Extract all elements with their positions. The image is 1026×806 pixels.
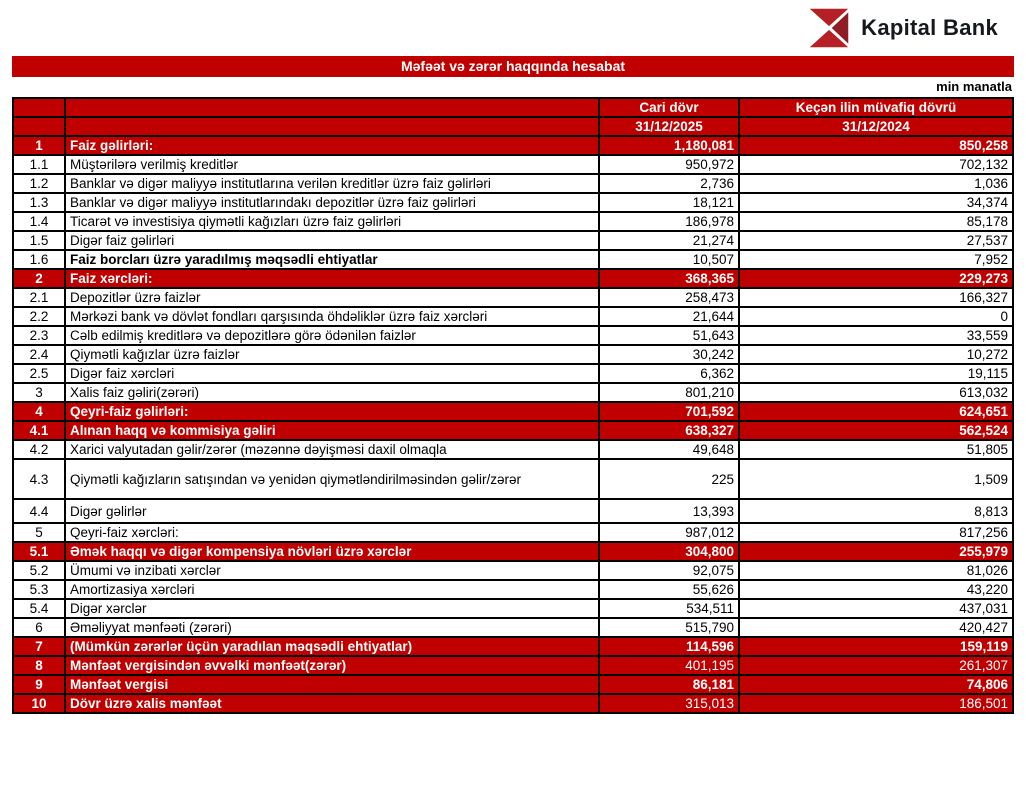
table-row xyxy=(13,542,1013,561)
row-number-cell: 2.3 xyxy=(13,326,65,345)
table-row xyxy=(13,326,1013,345)
row-label-cell: (Mümkün zərərlər üçün yaradılan məqsədli ehtiyatlar) xyxy=(65,637,599,656)
row-label-cell: Alınan haqq və kommisiya gəliri xyxy=(65,421,599,440)
row-label-cell: Xarici valyutadan gəlir/zərər (məzənnə dəyişməsi daxil olmaqla xyxy=(65,440,599,459)
row-current-value-cell: 258,473 xyxy=(599,288,739,307)
row-number-cell: 4.3 xyxy=(13,459,65,499)
row-previous-value-cell: 420,427 xyxy=(739,618,1013,637)
header-previous-period: Keçən ilin müvafiq dövrü xyxy=(739,98,1013,117)
row-label-cell: Faiz borcları üzrə yaradılmış məqsədli ehtiyatlar xyxy=(65,250,599,269)
row-number-cell: 1.2 xyxy=(13,174,65,193)
row-previous-value-cell: 817,256 xyxy=(739,523,1013,542)
row-label-cell: Ümumi və inzibati xərclər xyxy=(65,561,599,580)
row-number-cell: 5.3 xyxy=(13,580,65,599)
table-row xyxy=(13,440,1013,459)
row-previous-value-cell: 437,031 xyxy=(739,599,1013,618)
row-previous-value-cell: 702,132 xyxy=(739,155,1013,174)
table-row xyxy=(13,599,1013,618)
row-label-cell: Qiymətli kağızlar üzrə faizlər xyxy=(65,345,599,364)
row-number-cell: 9 xyxy=(13,675,65,694)
row-label-cell: Banklar və digər maliyyə institutlarına verilən kreditlər üzrə faiz gəlirləri xyxy=(65,174,599,193)
row-previous-value-cell: 10,272 xyxy=(739,345,1013,364)
row-label-cell: Digər faiz xərcləri xyxy=(65,364,599,383)
header-empty-num-2 xyxy=(13,117,65,136)
row-current-value-cell: 368,365 xyxy=(599,269,739,288)
row-label-cell: Əmək haqqı və digər kompensiya növləri üzrə xərclər xyxy=(65,542,599,561)
row-current-value-cell: 1,180,081 xyxy=(599,136,739,155)
row-current-value-cell: 114,596 xyxy=(599,637,739,656)
row-label-cell: Cəlb edilmiş kreditlərə və depozitlərə görə ödənilən faizlər xyxy=(65,326,599,345)
row-number-cell: 4.4 xyxy=(13,499,65,523)
table-row xyxy=(13,618,1013,637)
row-number-cell: 1.1 xyxy=(13,155,65,174)
row-current-value-cell: 86,181 xyxy=(599,675,739,694)
row-label-cell: Ticarət və investisiya qiymətli kağızları üzrə faiz gəlirləri xyxy=(65,212,599,231)
table-row xyxy=(13,694,1013,713)
row-previous-value-cell: 166,327 xyxy=(739,288,1013,307)
row-previous-value-cell: 1,509 xyxy=(739,459,1013,499)
row-label-cell: Qeyri-faiz xərcləri: xyxy=(65,523,599,542)
table-row xyxy=(13,656,1013,675)
row-previous-value-cell: 19,115 xyxy=(739,364,1013,383)
profit-loss-table xyxy=(12,97,1014,714)
kapital-bank-logo xyxy=(807,6,998,50)
row-previous-value-cell: 81,026 xyxy=(739,561,1013,580)
row-number-cell: 1.3 xyxy=(13,193,65,212)
row-previous-value-cell: 85,178 xyxy=(739,212,1013,231)
row-previous-value-cell: 74,806 xyxy=(739,675,1013,694)
row-number-cell: 6 xyxy=(13,618,65,637)
table-row xyxy=(13,523,1013,542)
row-current-value-cell: 92,075 xyxy=(599,561,739,580)
header-empty-num xyxy=(13,98,65,117)
table-row xyxy=(13,155,1013,174)
row-current-value-cell: 987,012 xyxy=(599,523,739,542)
header-previous-date: 31/12/2024 xyxy=(739,117,1013,136)
row-label-cell: Digər gəlirlər xyxy=(65,499,599,523)
row-label-cell: Qeyri-faiz gəlirləri: xyxy=(65,402,599,421)
row-current-value-cell: 10,507 xyxy=(599,250,739,269)
row-number-cell: 2.2 xyxy=(13,307,65,326)
row-previous-value-cell: 255,979 xyxy=(739,542,1013,561)
row-current-value-cell: 13,393 xyxy=(599,499,739,523)
row-previous-value-cell: 0 xyxy=(739,307,1013,326)
row-label-cell: Faiz gəlirləri: xyxy=(65,136,599,155)
row-number-cell: 3 xyxy=(13,383,65,402)
report-title: Məfəət və zərər haqqında hesabat xyxy=(400,58,626,74)
row-label-cell: Mərkəzi bank və dövlət fondları qarşısında öhdəliklər üzrə faiz xərcləri xyxy=(65,307,599,326)
table-row xyxy=(13,459,1013,499)
row-number-cell: 1.4 xyxy=(13,212,65,231)
row-previous-value-cell: 850,258 xyxy=(739,136,1013,155)
row-current-value-cell: 51,643 xyxy=(599,326,739,345)
header-empty-desc-2 xyxy=(65,117,599,136)
report-title-bar xyxy=(12,56,1014,77)
row-label-cell: Müştərilərə verilmiş kreditlər xyxy=(65,155,599,174)
row-current-value-cell: 225 xyxy=(599,459,739,499)
row-number-cell: 4.1 xyxy=(13,421,65,440)
header-current-period: Cari dövr xyxy=(599,98,739,117)
row-current-value-cell: 55,626 xyxy=(599,580,739,599)
kapital-bank-logo-icon xyxy=(807,6,851,50)
table-row xyxy=(13,174,1013,193)
table-header xyxy=(13,98,1013,136)
row-label-cell: Qiymətli kağızların satışından və yenidən qiymətləndirilməsindən gəlir/zərər xyxy=(65,459,599,499)
row-current-value-cell: 534,511 xyxy=(599,599,739,618)
table-row xyxy=(13,499,1013,523)
row-previous-value-cell: 186,501 xyxy=(739,694,1013,713)
unit-note: min manatla xyxy=(936,79,1012,94)
table-row xyxy=(13,269,1013,288)
row-previous-value-cell: 51,805 xyxy=(739,440,1013,459)
row-label-cell: Faiz xərcləri: xyxy=(65,269,599,288)
row-number-cell: 5 xyxy=(13,523,65,542)
row-current-value-cell: 186,978 xyxy=(599,212,739,231)
row-number-cell: 2.5 xyxy=(13,364,65,383)
row-current-value-cell: 950,972 xyxy=(599,155,739,174)
row-previous-value-cell: 27,537 xyxy=(739,231,1013,250)
table-row xyxy=(13,637,1013,656)
header-row-dates xyxy=(13,117,1013,136)
row-label-cell: Depozitlər üzrə faizlər xyxy=(65,288,599,307)
row-current-value-cell: 801,210 xyxy=(599,383,739,402)
row-number-cell: 4 xyxy=(13,402,65,421)
row-previous-value-cell: 261,307 xyxy=(739,656,1013,675)
row-number-cell: 4.2 xyxy=(13,440,65,459)
table-row xyxy=(13,675,1013,694)
header-empty-desc xyxy=(65,98,599,117)
header-row-labels xyxy=(13,98,1013,117)
row-number-cell: 1 xyxy=(13,136,65,155)
table-row xyxy=(13,561,1013,580)
table-row xyxy=(13,345,1013,364)
row-label-cell: Digər xərclər xyxy=(65,599,599,618)
table-row xyxy=(13,212,1013,231)
row-previous-value-cell: 613,032 xyxy=(739,383,1013,402)
table-row xyxy=(13,288,1013,307)
row-label-cell: Mənfəət vergisindən əvvəlki mənfəət(zərər) xyxy=(65,656,599,675)
row-current-value-cell: 2,736 xyxy=(599,174,739,193)
row-current-value-cell: 638,327 xyxy=(599,421,739,440)
row-number-cell: 5.1 xyxy=(13,542,65,561)
row-label-cell: Digər faiz gəlirləri xyxy=(65,231,599,250)
row-previous-value-cell: 33,559 xyxy=(739,326,1013,345)
row-previous-value-cell: 43,220 xyxy=(739,580,1013,599)
row-label-cell: Amortizasiya xərcləri xyxy=(65,580,599,599)
table-row xyxy=(13,193,1013,212)
table-row xyxy=(13,136,1013,155)
row-previous-value-cell: 1,036 xyxy=(739,174,1013,193)
row-number-cell: 2 xyxy=(13,269,65,288)
row-previous-value-cell: 562,524 xyxy=(739,421,1013,440)
header-current-date: 31/12/2025 xyxy=(599,117,739,136)
row-previous-value-cell: 7,952 xyxy=(739,250,1013,269)
table-body xyxy=(13,136,1013,713)
table-row xyxy=(13,383,1013,402)
row-number-cell: 5.4 xyxy=(13,599,65,618)
row-number-cell: 1.5 xyxy=(13,231,65,250)
row-label-cell: Banklar və digər maliyyə institutlarındakı depozitlər üzrə faiz gəlirləri xyxy=(65,193,599,212)
brand-header xyxy=(12,0,1014,56)
table-row xyxy=(13,421,1013,440)
row-number-cell: 2.4 xyxy=(13,345,65,364)
row-previous-value-cell: 34,374 xyxy=(739,193,1013,212)
row-previous-value-cell: 229,273 xyxy=(739,269,1013,288)
row-current-value-cell: 21,274 xyxy=(599,231,739,250)
row-current-value-cell: 304,800 xyxy=(599,542,739,561)
row-current-value-cell: 701,592 xyxy=(599,402,739,421)
table-row xyxy=(13,250,1013,269)
row-number-cell: 10 xyxy=(13,694,65,713)
table-row xyxy=(13,402,1013,421)
row-current-value-cell: 315,013 xyxy=(599,694,739,713)
table-row xyxy=(13,231,1013,250)
row-label-cell: Xalis faiz gəliri(zərəri) xyxy=(65,383,599,402)
row-current-value-cell: 6,362 xyxy=(599,364,739,383)
table-row xyxy=(13,364,1013,383)
row-number-cell: 5.2 xyxy=(13,561,65,580)
row-current-value-cell: 401,195 xyxy=(599,656,739,675)
row-current-value-cell: 30,242 xyxy=(599,345,739,364)
row-current-value-cell: 18,121 xyxy=(599,193,739,212)
table-row xyxy=(13,580,1013,599)
row-number-cell: 2.1 xyxy=(13,288,65,307)
row-number-cell: 7 xyxy=(13,637,65,656)
row-previous-value-cell: 624,651 xyxy=(739,402,1013,421)
row-current-value-cell: 21,644 xyxy=(599,307,739,326)
row-number-cell: 8 xyxy=(13,656,65,675)
row-previous-value-cell: 159,119 xyxy=(739,637,1013,656)
row-label-cell: Dövr üzrə xalis mənfəət xyxy=(65,694,599,713)
row-previous-value-cell: 8,813 xyxy=(739,499,1013,523)
row-number-cell: 1.6 xyxy=(13,250,65,269)
row-current-value-cell: 49,648 xyxy=(599,440,739,459)
brand-name: Kapital Bank xyxy=(861,15,998,40)
table-row xyxy=(13,307,1013,326)
row-current-value-cell: 515,790 xyxy=(599,618,739,637)
row-label-cell: Əməliyyat mənfəəti (zərəri) xyxy=(65,618,599,637)
row-label-cell: Mənfəət vergisi xyxy=(65,675,599,694)
